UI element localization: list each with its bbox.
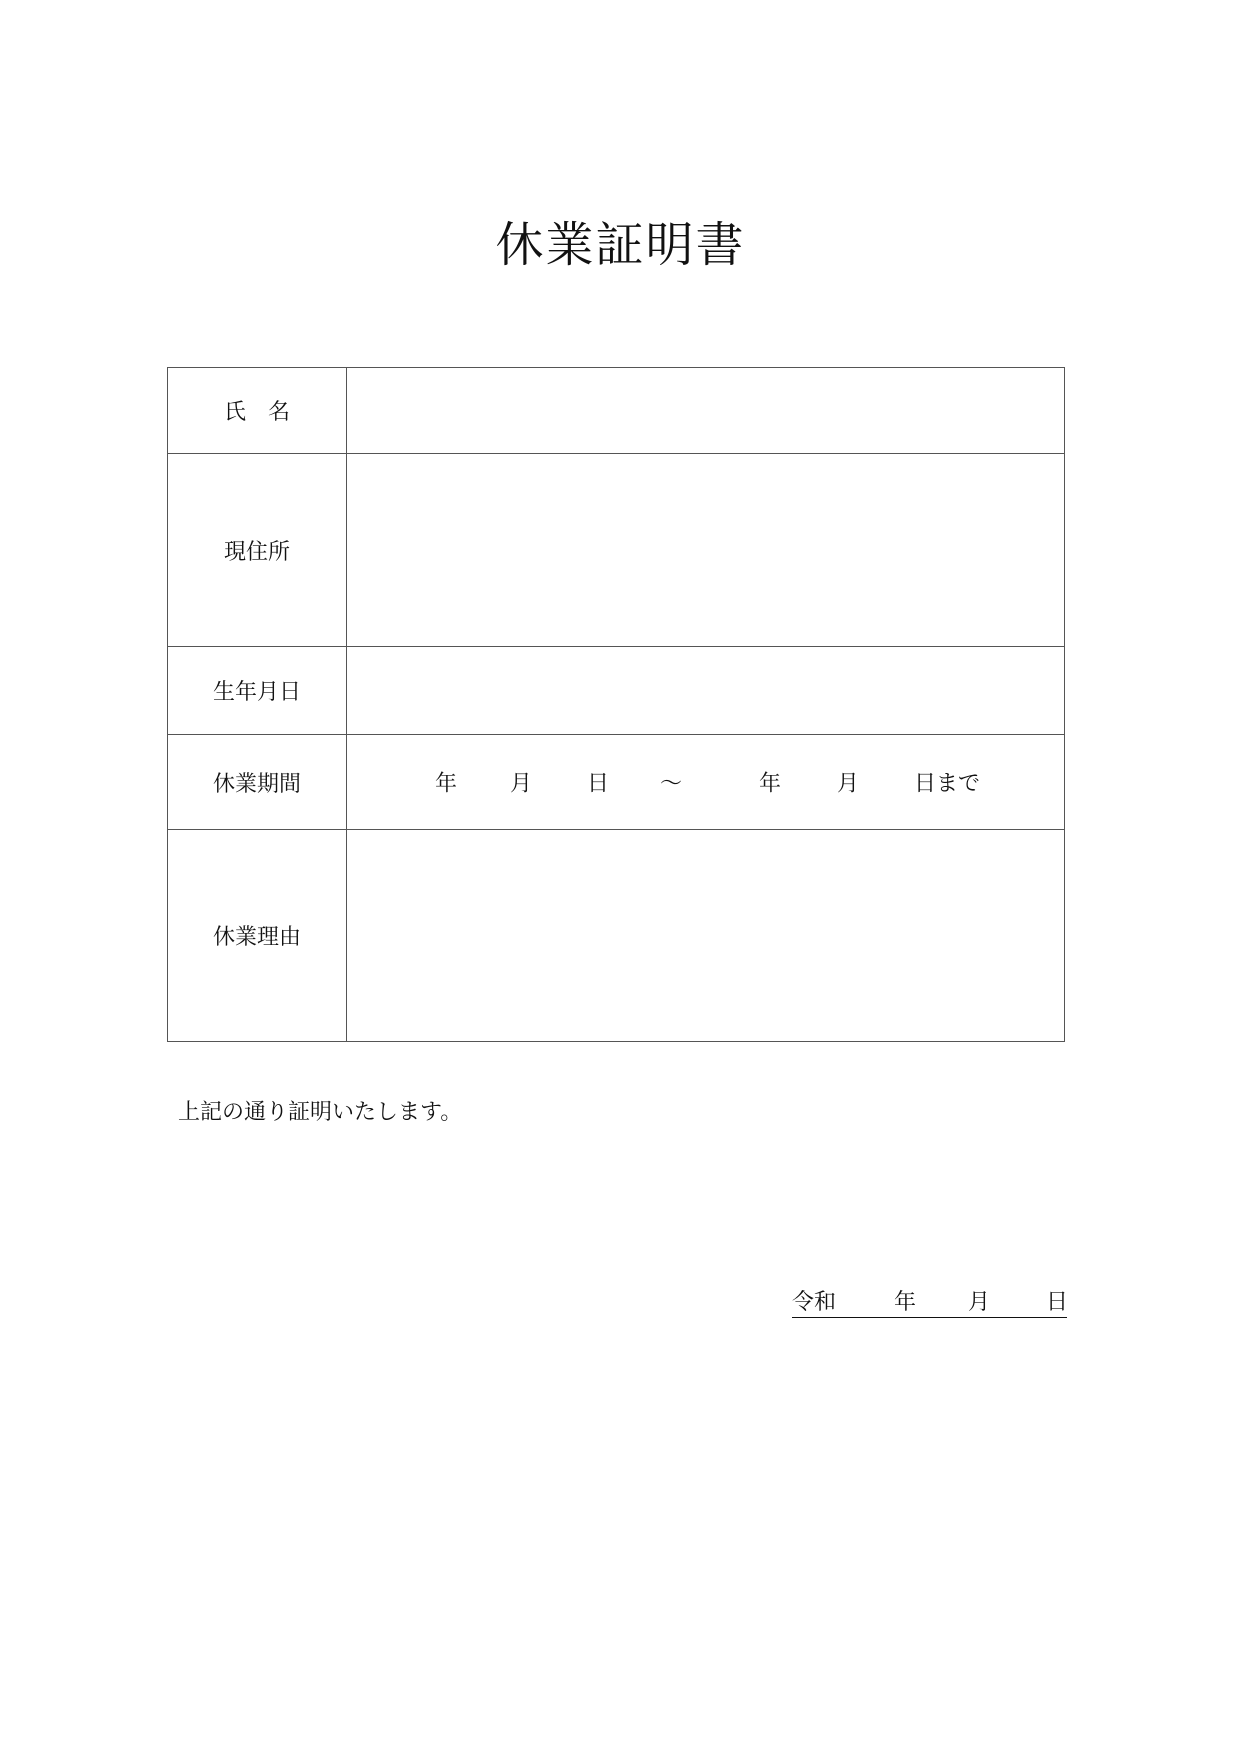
table-row — [168, 830, 1065, 1042]
date-era: 令和 — [792, 1290, 837, 1315]
reason-field[interactable] — [347, 830, 1065, 1042]
name-field[interactable] — [347, 368, 1065, 454]
period-start-day: 日 — [587, 771, 610, 797]
certificate-form-table — [167, 367, 1065, 1042]
period-tilde: ～ — [660, 771, 683, 797]
name-label: 氏 名 — [168, 368, 347, 454]
birthdate-label: 生年月日 — [168, 647, 347, 735]
date-month: 月 — [968, 1290, 991, 1315]
reason-label: 休業理由 — [168, 830, 347, 1042]
period-start-year: 年 — [435, 771, 458, 797]
document-title: 休業証明書 — [495, 217, 746, 273]
period-field[interactable] — [347, 735, 1065, 830]
table-row — [168, 647, 1065, 735]
table-row — [168, 454, 1065, 647]
address-label: 現住所 — [168, 454, 347, 647]
date-year: 年 — [894, 1290, 917, 1315]
issue-date-line[interactable] — [792, 1283, 1067, 1318]
period-label: 休業期間 — [168, 735, 347, 830]
period-end-day-until: 日まで — [914, 771, 981, 797]
period-end-month: 月 — [837, 771, 860, 797]
date-day: 日 — [1046, 1290, 1069, 1315]
period-start-month: 月 — [510, 771, 533, 797]
certification-statement: 上記の通り証明いたします。 — [178, 1100, 463, 1125]
table-row — [168, 735, 1065, 830]
period-date-range — [347, 735, 1064, 829]
address-field[interactable] — [347, 454, 1065, 647]
table-row — [168, 368, 1065, 454]
period-end-year: 年 — [759, 771, 782, 797]
birthdate-field[interactable] — [347, 647, 1065, 735]
